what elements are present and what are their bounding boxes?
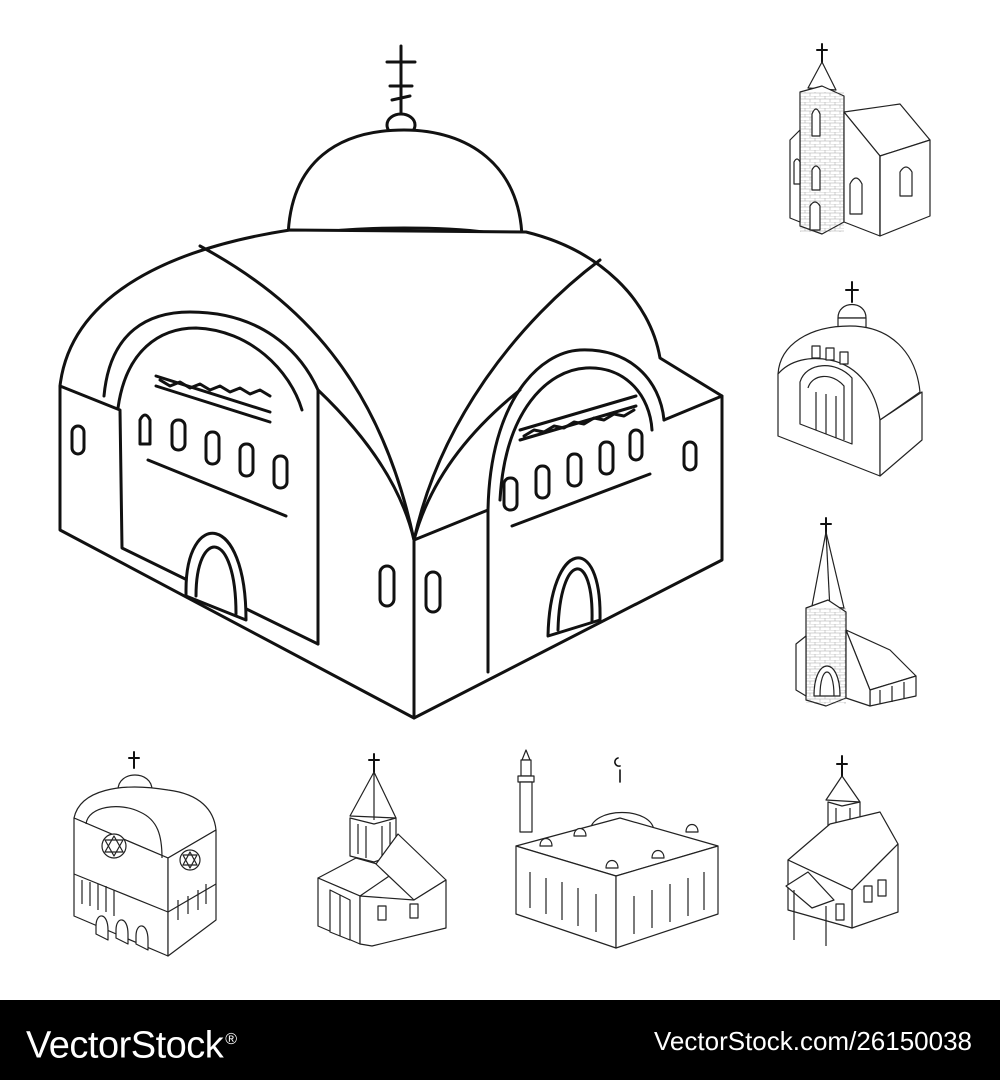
vectorstock-logo (26, 1014, 237, 1072)
stone-chapel-icon (778, 282, 922, 476)
watermark-bar (0, 1000, 1000, 1080)
wooden-church-icon (786, 756, 898, 946)
mosque-minaret-icon (516, 750, 718, 948)
gothic-church-icon (790, 44, 930, 236)
steeple-church-icon (796, 518, 916, 706)
wooden-chapel-icon (318, 754, 446, 946)
registered-mark: ® (225, 1031, 237, 1048)
image-url-text: VectorStock.com/26150038 (654, 1026, 972, 1056)
synagogue-star-of-david-icon (74, 752, 216, 956)
church-dome-cross-icon (60, 46, 722, 718)
logo-text: VectorStock (26, 1024, 224, 1067)
